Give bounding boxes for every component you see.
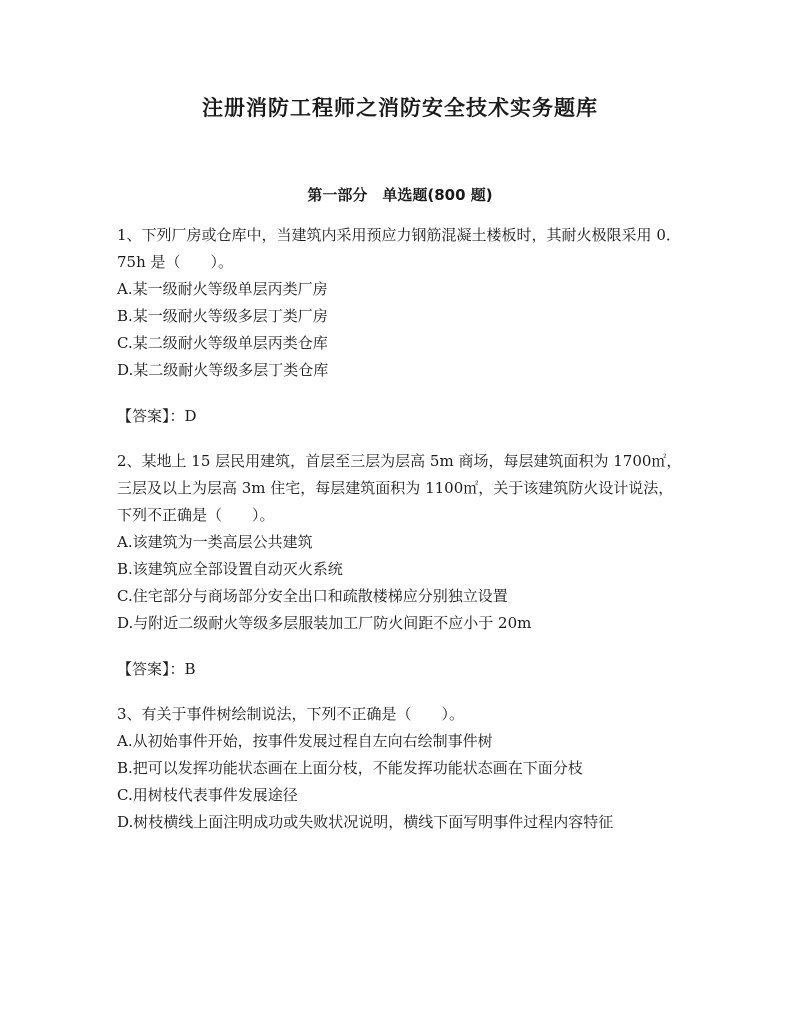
question-option-c: C.住宅部分与商场部分安全出口和疏散楼梯应分别独立设置 — [117, 587, 508, 605]
answer-label: 【答案】：B — [117, 660, 196, 678]
question-3 — [117, 701, 685, 836]
question-option-b: B.该建筑应全部设置自动灭火系统 — [117, 560, 343, 578]
question-option-d: D.与附近二级耐火等级多层服装加工厂防火间距不应小于 20m — [117, 614, 532, 632]
question-stem: 2、某地上 15 层民用建筑，首层至三层为层高 5m 商场，每层建筑面积为 1700㎡，三层及以上为层高 3m 住宅，每层建筑面积为 1100㎡，关于该建筑防火设计说法，下列不正确是（ ）。 — [117, 452, 682, 524]
question-stem: 3、有关于事件树绘制说法，下列不正确是（ ）。 — [117, 705, 465, 723]
question-option-b: B.某一级耐火等级多层丁类厂房 — [117, 307, 328, 325]
question-option-c: C.某二级耐火等级单层丙类仓库 — [117, 334, 328, 352]
question-2 — [117, 448, 685, 683]
answer-label: 【答案】：D — [117, 407, 197, 425]
question-option-c: C.用树枝代表事件发展途径 — [117, 786, 298, 804]
section-title: 第一部分 单选题(800 题) — [307, 186, 493, 204]
question-list — [117, 222, 685, 836]
question-1 — [117, 222, 685, 430]
question-option-a: A.该建筑为一类高层公共建筑 — [117, 533, 313, 551]
document-title: 注册消防工程师之消防安全技术实务题库 — [202, 96, 598, 120]
question-stem: 1、下列厂房或仓库中，当建筑内采用预应力钢筋混凝土楼板时，其耐火极限采用 0．75h 是（ ）。 — [117, 226, 681, 271]
question-option-a: A.某一级耐火等级单层丙类厂房 — [117, 280, 328, 298]
question-option-b: B.把可以发挥功能状态画在上面分枝，不能发挥功能状态画在下面分枝 — [117, 759, 583, 777]
question-option-a: A.从初始事件开始，按事件发展过程自左向右绘制事件树 — [117, 732, 493, 750]
question-option-d: D.树枝横线上面注明成功或失败状况说明，横线下面写明事件过程内容特征 — [117, 813, 614, 831]
question-option-d: D.某二级耐火等级多层丁类仓库 — [117, 361, 329, 379]
